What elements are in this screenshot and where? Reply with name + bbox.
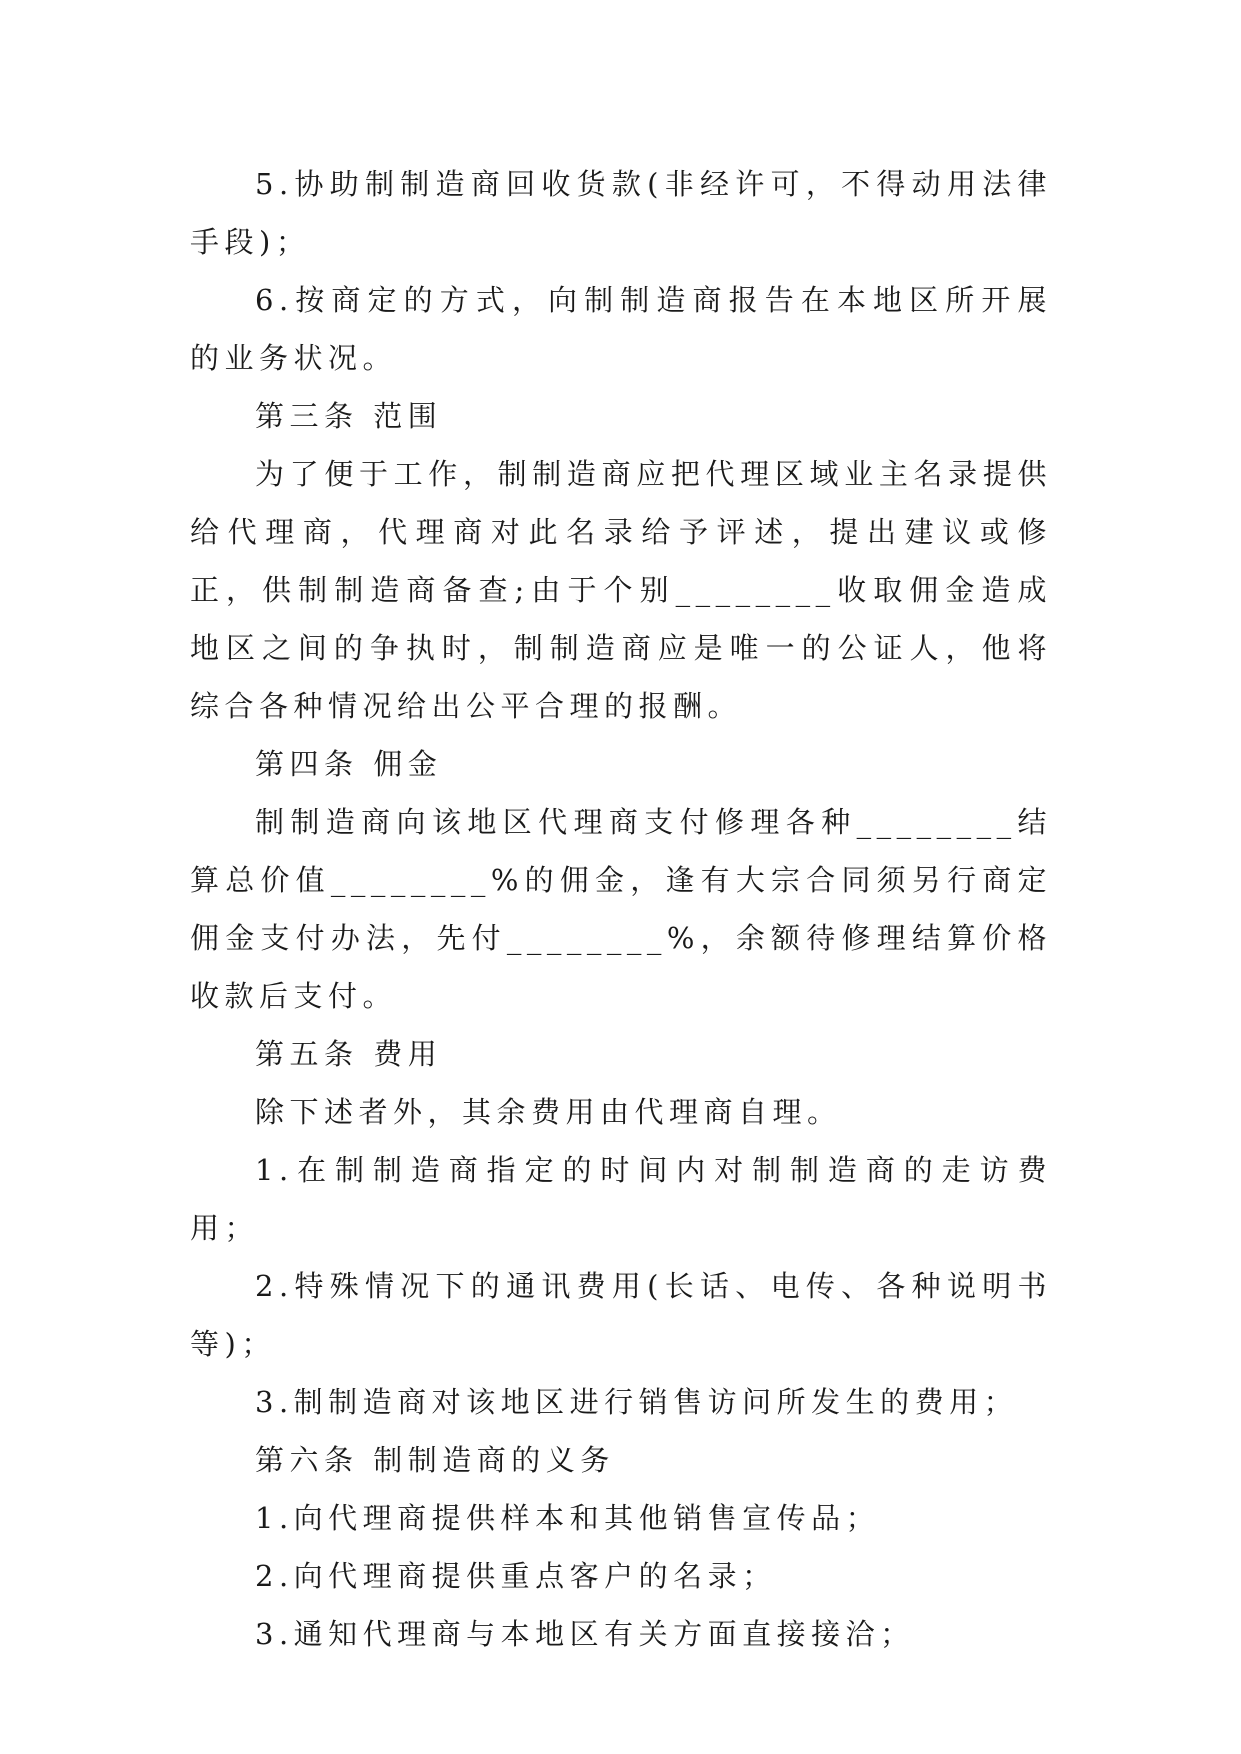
clause-item-6: 6.按商定的方式，向制制造商报告在本地区所开展的业务状况。 bbox=[190, 283, 1052, 375]
article-6-item-2: 2.向代理商提供重点客户的名录； bbox=[255, 1559, 777, 1593]
article-5-item-1: 1.在制制造商指定的时间内对制制造商的走访费用； bbox=[190, 1153, 1052, 1245]
article-3-heading: 第三条 范围 bbox=[255, 399, 443, 433]
article-4-heading: 第四条 佣金 bbox=[255, 747, 443, 781]
article-4-body: 制制造商向该地区代理商支付修理各种________结算总价值________%的佣金，逢有大宗合同须另行商定佣金支付办法，先付________%，余额待修理结算价格收款后支付。 bbox=[190, 805, 1052, 1013]
document-body bbox=[190, 155, 1052, 1663]
article-6-item-3: 3.通知代理商与本地区有关方面直接接洽； bbox=[255, 1617, 915, 1651]
article-5-item-3: 3.制制造商对该地区进行销售访问所发生的费用； bbox=[255, 1385, 1019, 1419]
article-5-heading: 第五条 费用 bbox=[255, 1037, 443, 1071]
article-6-heading: 第六条 制制造商的义务 bbox=[255, 1443, 615, 1477]
article-5-item-2: 2.特殊情况下的通讯费用(长话、电传、各种说明书等)； bbox=[190, 1269, 1052, 1361]
article-3-body: 为了便于工作，制制造商应把代理区域业主名录提供给代理商，代理商对此名录给予评述，提出建议或修正，供制制造商备查;由于个别________收取佣金造成地区之间的争执时，制制造商应是唯一的公证人，他将综合各种情况给出公平合理的报酬。 bbox=[190, 457, 1052, 723]
clause-item-5: 5.协助制制造商回收货款(非经许可，不得动用法律手段)； bbox=[190, 167, 1052, 259]
article-5-intro: 除下述者外，其余费用由代理商自理。 bbox=[255, 1095, 842, 1129]
article-6-item-1: 1.向代理商提供样本和其他销售宣传品； bbox=[255, 1501, 881, 1535]
